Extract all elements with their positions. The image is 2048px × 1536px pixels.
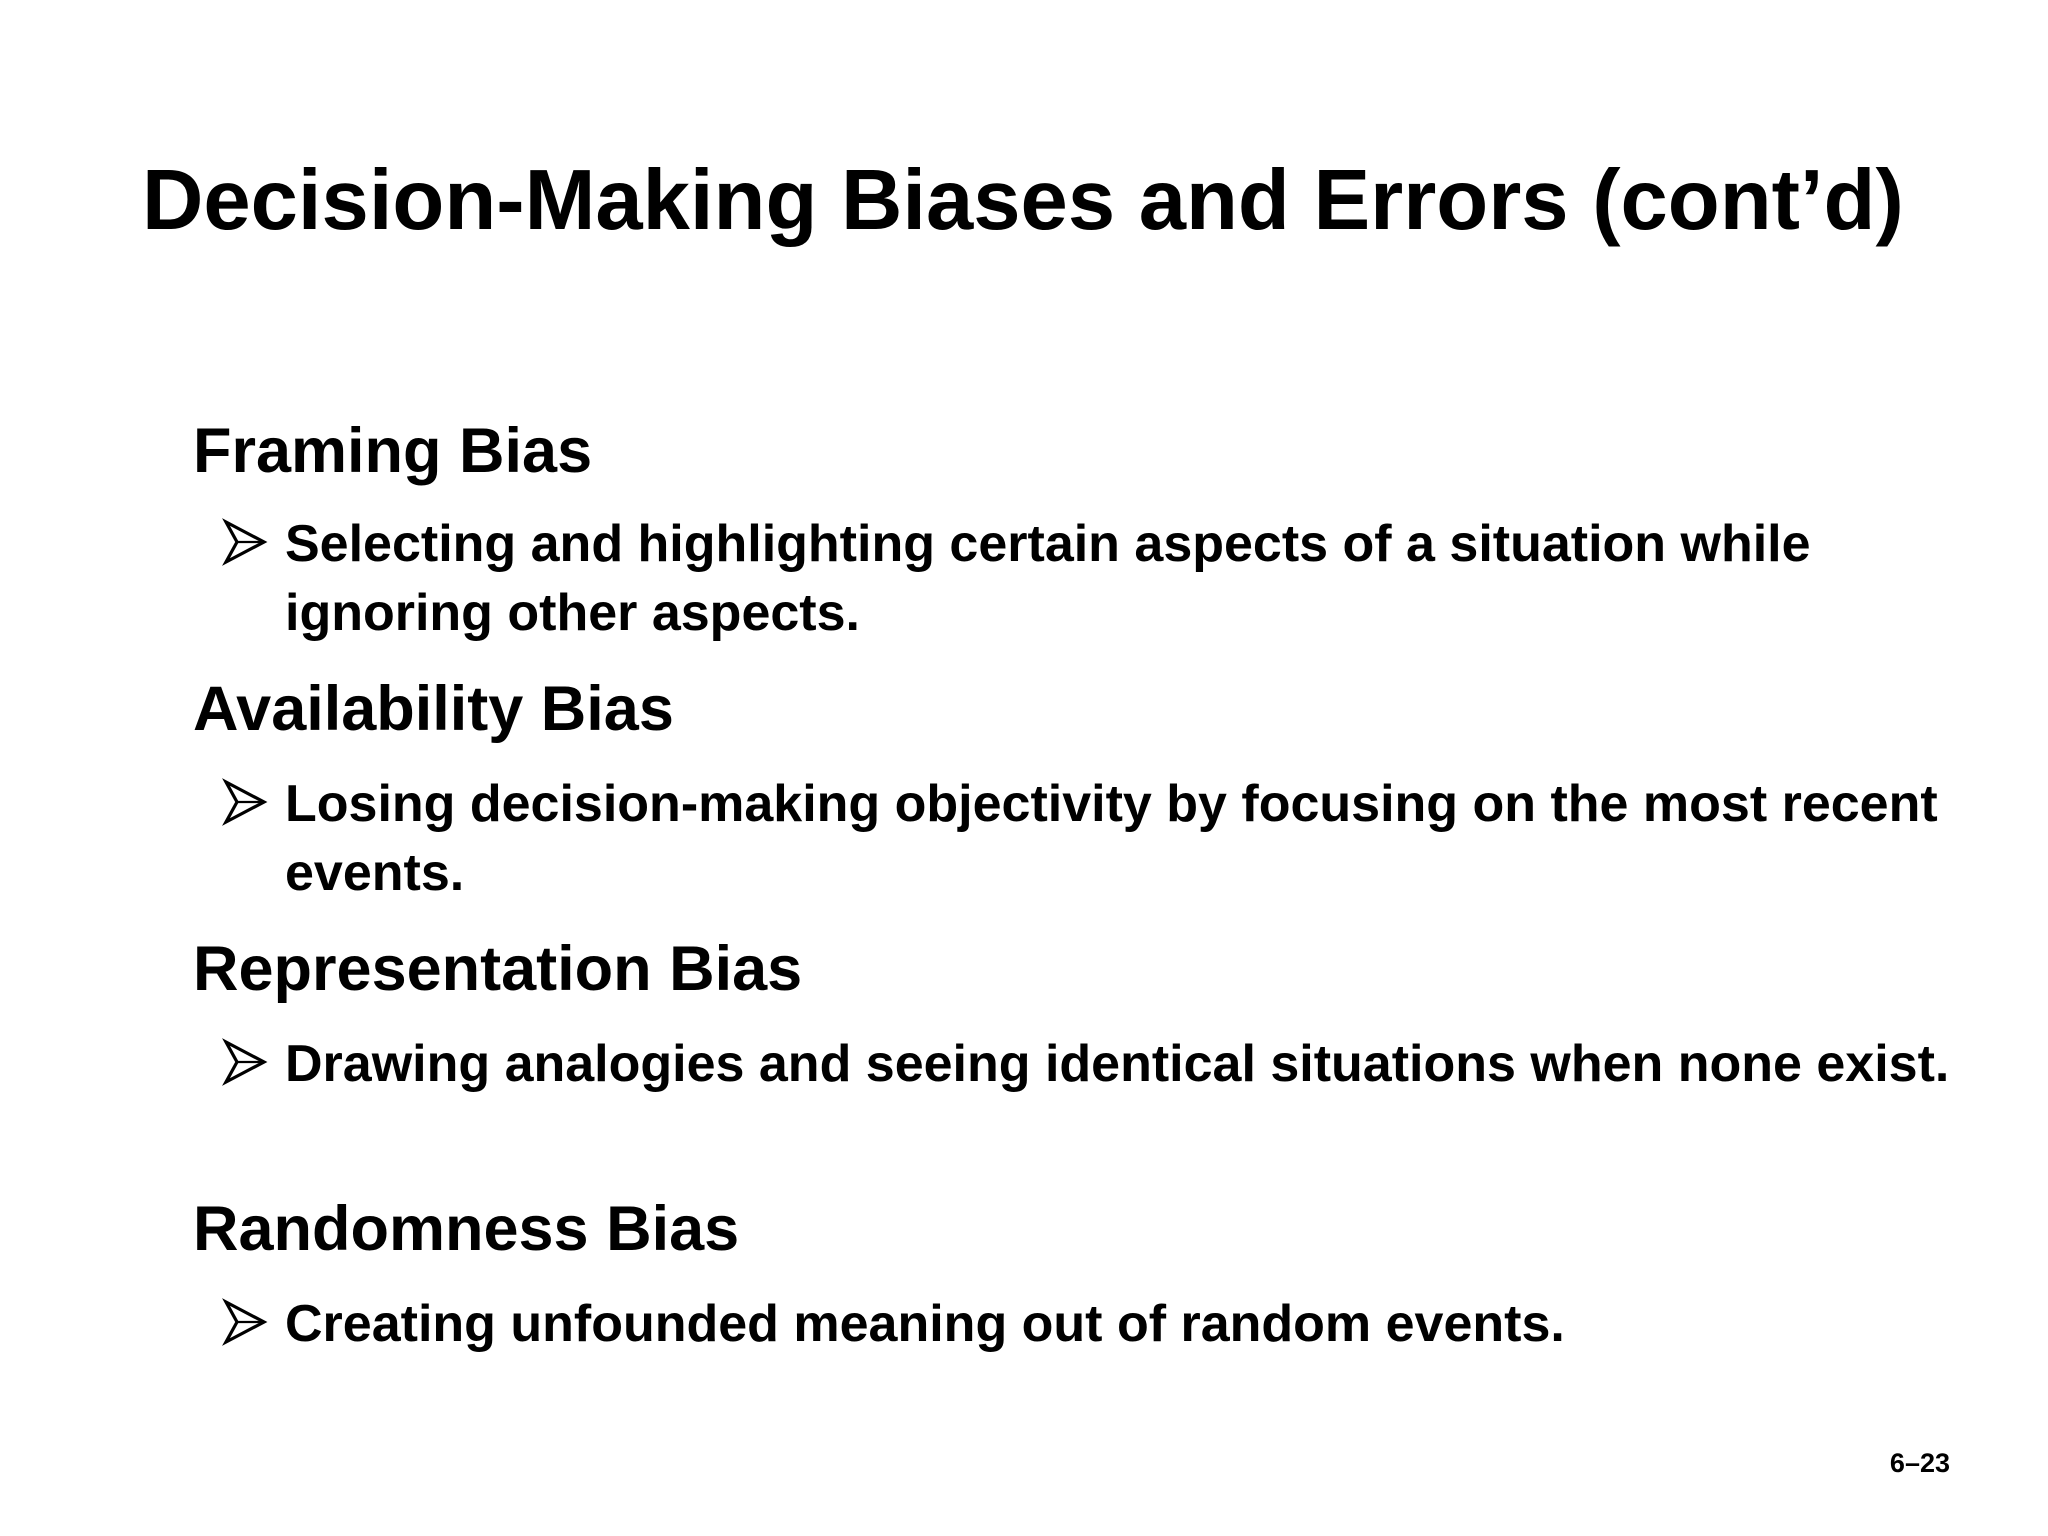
bullet-text: Losing decision-making objectivity by focusing on the most recent events. — [285, 775, 1938, 902]
bullet-text: Creating unfounded meaning out of random events. — [285, 1295, 1565, 1353]
slide-title: Decision-Making Biases and Errors (cont’d) — [142, 153, 1904, 248]
page-number: 6–23 — [1889, 1448, 1950, 1478]
bullet-text: Drawing analogies and seeing identical situations when none exist. — [285, 1035, 1950, 1093]
bullet-item-framing-bias — [220, 510, 1960, 648]
bullet-text: Selecting and highlighting certain aspects of a situation while ignoring other aspects. — [285, 515, 1811, 642]
bullet-item-randomness-bias — [220, 1290, 1960, 1359]
section-heading-availability-bias: Availability Bias — [193, 674, 674, 744]
section-heading-framing-bias: Framing Bias — [193, 416, 593, 486]
section-heading-representation-bias: Representation Bias — [193, 934, 803, 1004]
arrowhead-bullet-icon — [220, 518, 268, 566]
arrowhead-bullet-icon — [220, 1298, 268, 1346]
bullet-item-availability-bias — [220, 770, 1960, 908]
arrowhead-bullet-icon — [220, 1038, 268, 1086]
arrowhead-bullet-icon — [220, 778, 268, 826]
bullet-item-representation-bias — [220, 1030, 1960, 1099]
section-heading-randomness-bias: Randomness Bias — [193, 1194, 740, 1264]
